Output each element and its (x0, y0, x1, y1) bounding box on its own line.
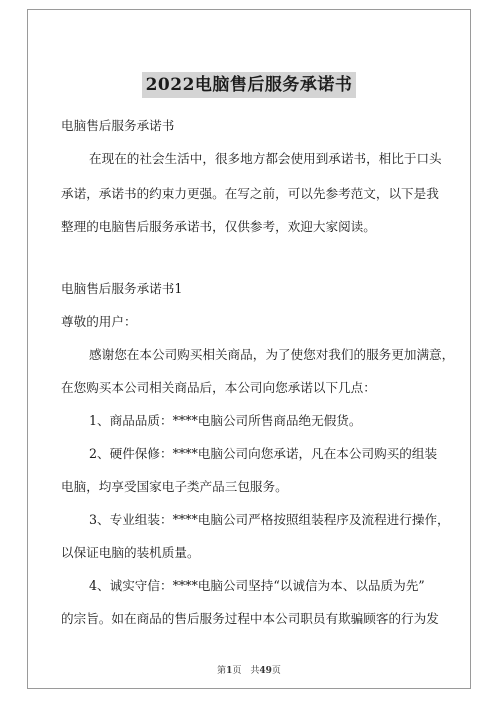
paragraph-line: 的宗旨。如在商品的售后服务过程中本公司职员有欺骗顾客的行为发 (61, 611, 439, 626)
list-item: 1、商品品质：****电脑公司所售商品绝无假货。 (89, 413, 362, 428)
section-heading: 电脑售后服务承诺书1 (61, 281, 183, 296)
paragraph-line: 感谢您在本公司购买相关商品，为了使您对我们的服务更加满意， (89, 347, 455, 362)
page-footer (28, 665, 470, 677)
list-item: 2、硬件保修：****电脑公司向您承诺，凡在本公司购买的组装 (89, 446, 438, 461)
list-item: 3、专业组装：****电脑公司严格按照组装程序及流程进行操作， (89, 512, 450, 527)
page-mid: 页 共 (232, 666, 260, 676)
page-total: 49 (259, 666, 272, 676)
paragraph-line: 在现在的社会生活中，很多地方都会使用到承诺书，相比于口头 (89, 151, 442, 166)
page-label: 第 (217, 666, 227, 676)
list-item: 4、诚实守信：****电脑公司坚持“以诚信为本、以品质为先” (89, 578, 425, 593)
document-page (27, 9, 471, 689)
salutation: 尊敬的用户： (61, 314, 137, 329)
paragraph-line: 以保证电脑的装机质量。 (61, 545, 200, 560)
page-suffix: 页 (271, 666, 281, 676)
section-heading: 电脑售后服务承诺书 (61, 118, 175, 133)
document-title: 2022电脑售后服务承诺书 (142, 72, 357, 98)
title-wrap (28, 72, 470, 98)
paragraph-line: 电脑，均享受国家电子类产品三包服务。 (61, 479, 288, 494)
page-current: 1 (226, 666, 233, 676)
paragraph-line: 整理的电脑售后服务承诺书，仅供参考，欢迎大家阅读。 (61, 219, 376, 234)
paragraph-line: 在您购买本公司相关商品后，本公司向您承诺以下几点： (61, 380, 376, 395)
paragraph-line: 承诺，承诺书的约束力更强。在写之前，可以先参考范文，以下是我 (61, 186, 439, 201)
